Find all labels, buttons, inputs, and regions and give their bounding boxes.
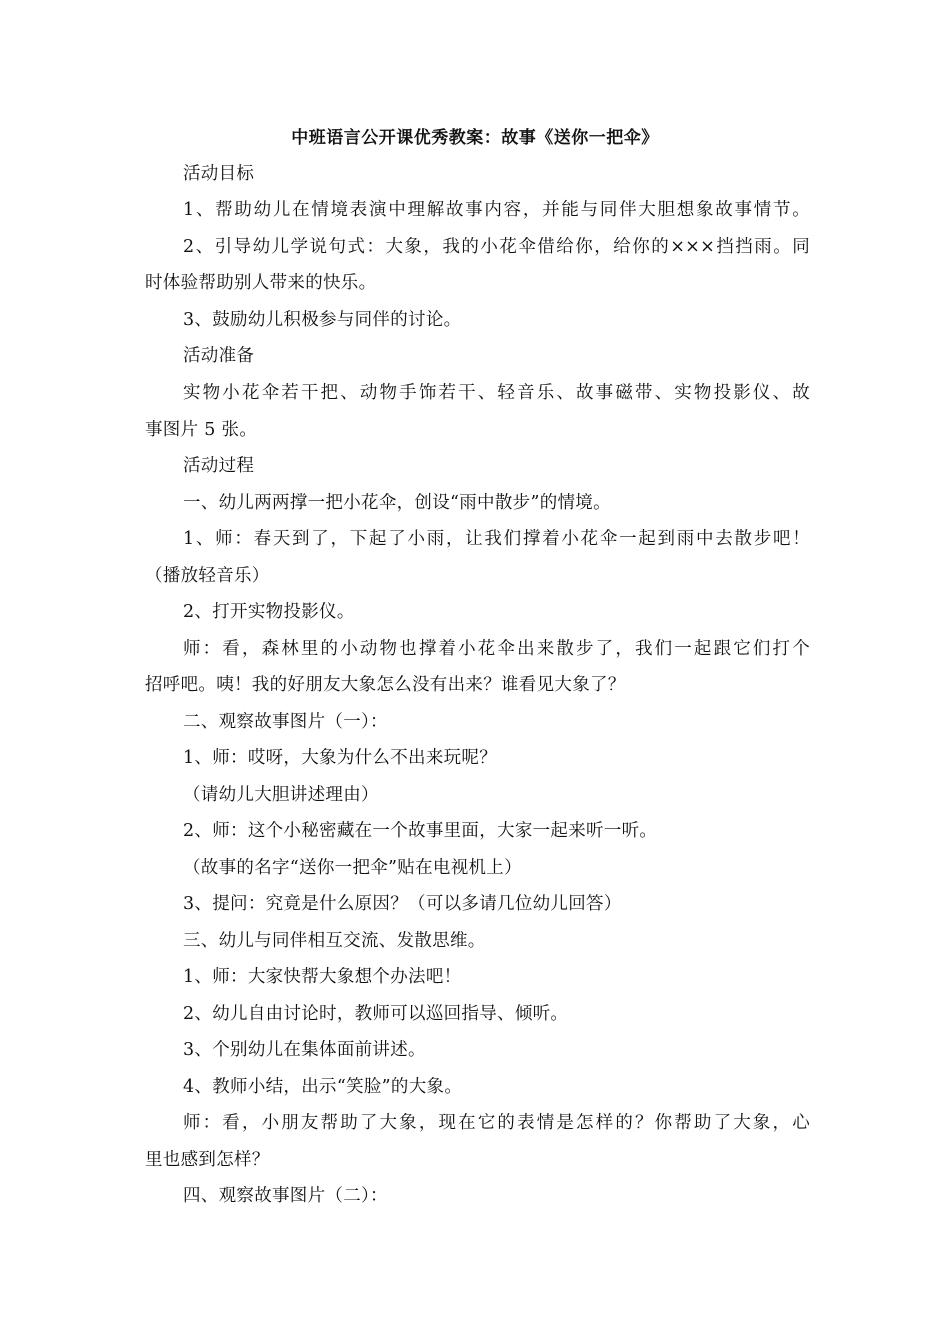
paragraph-line: 1、师：哎呀，大象为什么不出来玩呢？ — [183, 748, 498, 768]
paragraph-line: 4、教师小结，出示“笑脸”的大象。 — [183, 1077, 463, 1097]
paragraph-line: 3、鼓励幼儿积极参与同伴的讨论。 — [183, 310, 462, 330]
paragraph-line: 时体验帮助别人带来的快乐。 — [145, 273, 377, 293]
paragraph-line: 1、师：春天到了，下起了小雨，让我们撑着小花伞一起到雨中去散步吧！ — [183, 529, 810, 549]
document-title: 中班语言公开课优秀教案：故事《送你一把伞》 — [291, 128, 659, 148]
paragraph-line: （请幼儿大胆讲述理由） — [183, 785, 379, 805]
paragraph-line: 招呼吧。咦！我的好朋友大象怎么没有出来？谁看见大象了？ — [145, 675, 626, 695]
paragraph-line: 四、观察故事图片（二）： — [183, 1186, 388, 1206]
paragraph-line: （播放轻音乐） — [145, 566, 270, 586]
paragraph-line: 事图片 5 张。 — [145, 420, 258, 440]
section-heading-preparation: 活动准备 — [183, 346, 255, 366]
paragraph-line: 2、引导幼儿学说句式：大象，我的小花伞借给你，给你的×××挡挡雨。同 — [183, 237, 810, 257]
paragraph-line: 实物小花伞若干把、动物手饰若干、轻音乐、故事磁带、实物投影仪、故 — [183, 383, 810, 403]
paragraph-line: 2、幼儿自由讨论时，教师可以巡回指导、倾听。 — [183, 1004, 569, 1024]
paragraph-line: 2、师：这个小秘密藏在一个故事里面，大家一起来听一听。 — [183, 821, 658, 841]
paragraph-line: 里也感到怎样？ — [145, 1150, 270, 1170]
paragraph-line: 1、师：大家快帮大象想个办法吧！ — [183, 967, 462, 987]
paragraph-line: 3、提问：究竟是什么原因？（可以多请几位幼儿回答） — [183, 894, 622, 914]
paragraph-line: 一、幼儿两两撑一把小花伞，创设“雨中散步”的情境。 — [183, 493, 611, 513]
paragraph-line: （故事的名字“送你一把伞”贴在电视机上） — [183, 858, 522, 878]
paragraph-line: 1、帮助幼儿在情境表演中理解故事内容，并能与同伴大胆想象故事情节。 — [183, 200, 810, 220]
section-heading-process: 活动过程 — [183, 456, 255, 476]
paragraph-line: 2、打开实物投影仪。 — [183, 602, 355, 622]
paragraph-line: 师：看，小朋友帮助了大象，现在它的表情是怎样的？你帮助了大象，心 — [183, 1113, 810, 1133]
section-heading-goals: 活动目标 — [183, 164, 255, 184]
paragraph-line: 三、幼儿与同伴相互交流、发散思维。 — [183, 931, 486, 951]
paragraph-line: 3、个别幼儿在集体面前讲述。 — [183, 1040, 426, 1060]
paragraph-line: 二、观察故事图片（一）： — [183, 712, 388, 732]
paragraph-line: 师：看，森林里的小动物也撑着小花伞出来散步了，我们一起跟它们打个 — [183, 639, 810, 659]
